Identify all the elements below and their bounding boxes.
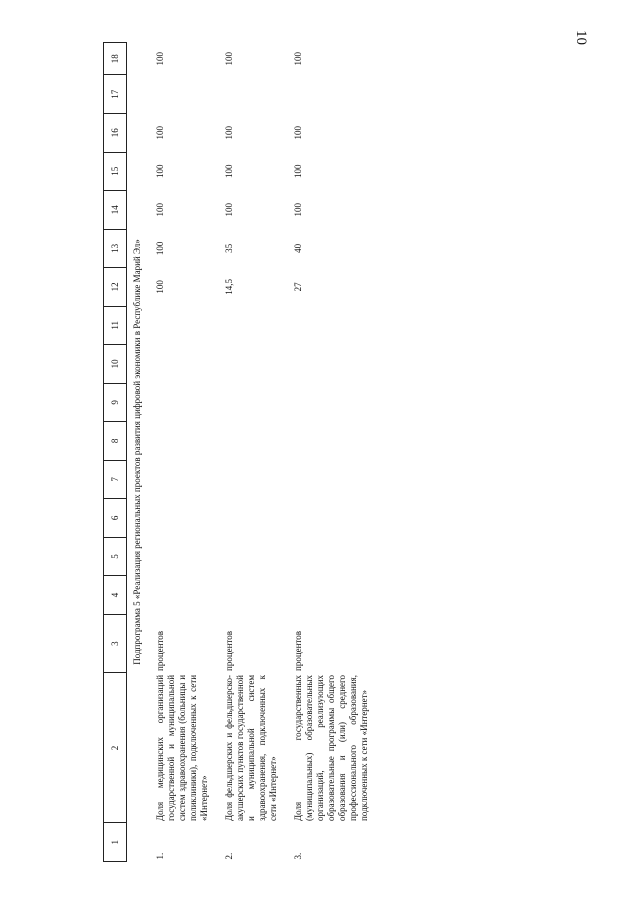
table-row (151, 43, 220, 862)
col-header: 4 (104, 576, 127, 615)
col-header: 11 (104, 306, 127, 345)
col-header: 12 (104, 268, 127, 307)
value-cell (289, 383, 380, 422)
value-cell (151, 499, 220, 538)
value-cell: 100 (224, 126, 234, 140)
value-cell (289, 422, 380, 461)
value-cell (220, 460, 289, 499)
value-cell: 100 (155, 164, 165, 179)
value-cell (220, 306, 289, 345)
value-cell (289, 499, 380, 538)
value-cell (220, 576, 289, 615)
value-cell (220, 345, 289, 384)
value-cell: 100 (293, 203, 303, 217)
value-cell: 100 (155, 126, 165, 140)
row-number: 2. (224, 852, 234, 860)
page-number: 10 (573, 30, 589, 45)
col-header: 8 (104, 422, 127, 461)
value-cell: 100 (224, 203, 234, 217)
value-cell (151, 460, 220, 499)
col-header: 7 (104, 460, 127, 499)
value-cell (151, 345, 220, 384)
value-cell (151, 75, 220, 114)
value-cell (151, 306, 220, 345)
col-header: 9 (104, 383, 127, 422)
value-cell: 35 (224, 243, 234, 253)
value-cell: 40 (293, 243, 303, 253)
row-number: 1. (155, 852, 165, 860)
value-cell (289, 537, 380, 576)
indicator-name: Доля государственных (муниципальных) образовательных организаций, реализующих образовательные программы общего образования и (или) среднего профессионального образования, подключенных к сети «Интернет» (293, 674, 369, 821)
row-number: 3. (293, 852, 303, 860)
col-header: 6 (104, 499, 127, 538)
value-cell (220, 383, 289, 422)
indicator-name: Доля медицинских организаций государственной и муниципальной систем здравоохранения (больницы и поликлиники), подключенных к сети «Интернет» (155, 674, 209, 821)
col-header: 17 (104, 75, 127, 114)
col-header: 18 (104, 43, 127, 75)
value-cell: 100 (155, 241, 165, 256)
value-cell (289, 306, 380, 345)
value-cell: 100 (293, 52, 303, 66)
col-header: 5 (104, 537, 127, 576)
value-cell: 100 (224, 164, 234, 179)
col-header: 16 (104, 114, 127, 153)
col-header: 13 (104, 229, 127, 268)
value-cell (151, 537, 220, 576)
value-cell (289, 460, 380, 499)
value-cell (289, 345, 380, 384)
value-cell (151, 422, 220, 461)
value-cell (289, 576, 380, 615)
value-cell: 100 (155, 203, 165, 217)
value-cell: 14,5 (224, 278, 234, 295)
table-row (289, 43, 380, 862)
value-cell (220, 537, 289, 576)
value-cell: 100 (293, 126, 303, 140)
table-row (220, 43, 289, 862)
value-cell (220, 75, 289, 114)
col-header: 1 (104, 823, 127, 862)
value-cell (220, 499, 289, 538)
column-number-row (104, 43, 127, 862)
col-header: 3 (104, 614, 127, 673)
value-cell (151, 576, 220, 615)
unit: процентов (155, 630, 165, 671)
unit: процентов (224, 630, 234, 671)
indicators-table (103, 42, 380, 862)
indicator-name: Доля фельдшерских и фельдшерско-акушерских пунктов государственной и муниципальной систем здравоохранения, подключенных к сети «Интернет» (224, 674, 278, 821)
value-cell: 100 (224, 52, 234, 66)
rotated-table-container (103, 42, 523, 862)
value-cell: 100 (155, 52, 165, 66)
value-cell (289, 75, 380, 114)
unit: процентов (293, 630, 303, 671)
value-cell: 100 (293, 164, 303, 179)
col-header: 10 (104, 345, 127, 384)
subprogram-row (127, 43, 152, 862)
value-cell (151, 383, 220, 422)
col-header: 14 (104, 191, 127, 230)
col-header: 15 (104, 152, 127, 191)
value-cell: 27 (293, 282, 303, 292)
subprogram-title: Подпрограмма 5 «Реализация региональных проектов развития цифровой экономики в Республике Марий Эл» (132, 239, 142, 665)
col-header: 2 (104, 673, 127, 823)
value-cell: 100 (155, 280, 165, 294)
value-cell (220, 422, 289, 461)
